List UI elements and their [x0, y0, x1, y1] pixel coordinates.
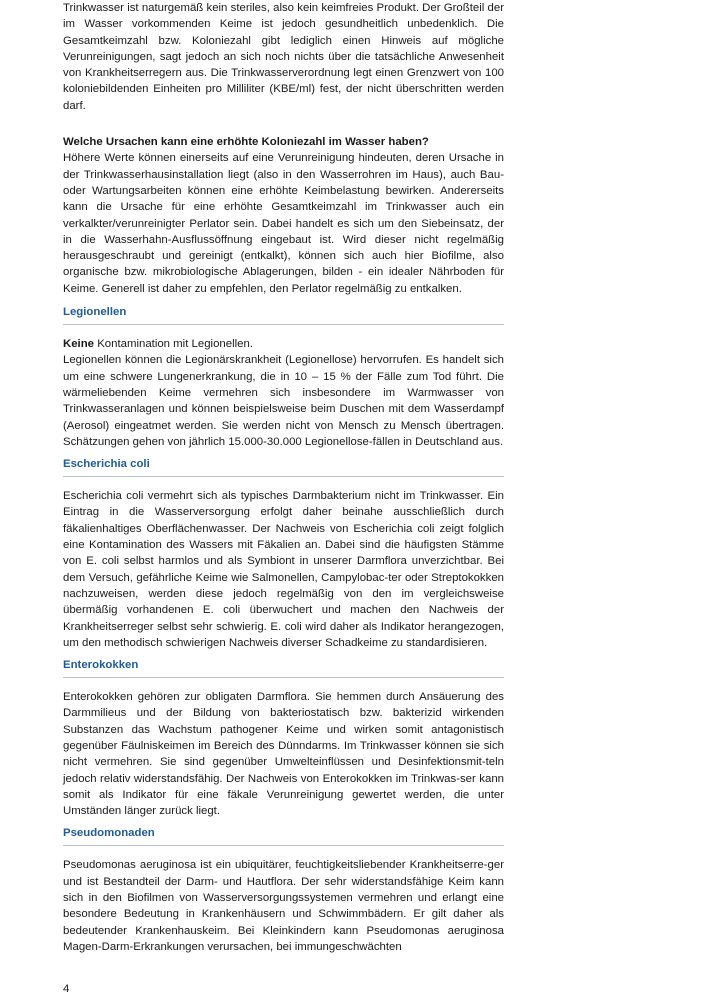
pseudomonaden-paragraph: Pseudomonas aeruginosa ist ein ubiquitärer, feuchtigkeitsliebender Krankheitserre-ger und ist Bestandteil der Darm- und Hautflora. Der sehr widerstandsfähige Keim kann sich in den Biofilmen von Wasserversorgungssystemen vermehren und erlangt eine besondere Bedeutung in Krankenhäusern und Schwimmbädern. Er gilt daher als bedeutender Krankenhauskeim. Bei Kleinkindern kann Pseudomonas aeruginosa Magen-Darm-Erkrankungen verursachen, bei immungeschwächten [63, 859, 504, 953]
section-body-pseudomonaden [63, 857, 504, 955]
legionellen-result-line [63, 336, 504, 352]
causes-question-heading: Welche Ursachen kann eine erhöhte Koloniezahl im Wasser haben? [63, 136, 429, 149]
section-body-legionellen [63, 336, 504, 450]
legionellen-paragraph: Legionellen können die Legionärskrankheit (Legionellose) hervorrufen. Es handelt sich um eine schwere Lungenerkrankung, die in 10 – 15 % der Fälle zum Tod führt. Die wärmeliebenden Keime vermehren sich insbesondere im Warmwasser von Trinkwasseranlagen und können beispielsweise beim Duschen mit dem Wasserdampf (Aerosol) eingeatmet werden. Sie werden nicht von Mensch zu Mensch übertragen. Schätzungen gehen von jährlich 15.000-30.000 Legionellose-fällen in Deutschland aus. [63, 354, 504, 448]
page-content [63, 0, 504, 955]
enterokokken-paragraph: Enterokokken gehören zur obligaten Darmflora. Sie hemmen durch Ansäuerung des Darmmilieus und der Bildung von bakteriostatisch bzw. bakterizid wirkenden Substanzen das Wachstum pathogener Keime und wirken somit antagonistisch gegenüber Fäulniskeimen im Bereich des Dünndarms. Im Trinkwasser können sie sich nicht vermehren. Sie sind gegenüber Umwelteinflüssen und Desinfektionsmit-teln jedoch relativ widerstandsfähig. Der Nachweis von Enterokokken im Trinkwas-ser kann somit als Indikator für eine fäkale Verunreinigung gewertet werden, die unter Umständen länger zurück liegt. [63, 691, 504, 818]
ecoli-paragraph: Escherichia coli vermehrt sich als typisches Darmbakterium nicht im Trinkwasser. Ein Eintrag in die Wasserversorgung erfolgt daher beinahe ausschließlich durch fäkalienhaltiges Oberflächenwasser. Der Nachweis von Escherichia coli zeigt folglich eine Kontamination des Wassers mit Fäkalien an. Dabei sind die häufigsten Stämme von E. coli selbst harmlos und als Symbiont in unserer Darmflora unverzichtbar. Bei dem Versuch, gefährliche Keime wie Salmonellen, Campylobac-ter oder Streptokokken nachzuweisen, werden diese jedoch regelmäßig von den im vergleichsweise übermäßig vorhandenen E. coli überwuchert und machen den Nachweis der Krankheitserreger selbst sehr schwierig. E. coli wird daher als Indikator herangezogen, um den methodisch schwierigen Nachweis diverser Schadkeime zu standardisieren. [63, 490, 504, 649]
intro-paragraph: Trinkwasser ist naturgemäß kein steriles, also kein keimfreies Produkt. Der Großteil der im Wasser vorkommenden Keime ist jedoch gesundheitlich unbedenklich. Die Gesamtkeimzahl bzw. Koloniezahl gibt lediglich einen Hinweis auf mögliche Verunreinigungen, sagt jedoch an sich noch nichts über die tatsächliche Anwesenheit von Krankheitserregern aus. Die Trinkwasserverordnung legt einen Grenzwert von 100 koloniebildenden Einheiten pro Milliliter (KBE/ml) fest, der nicht überschritten werden darf. [63, 2, 504, 112]
section-heading-enterokokken: Enterokokken [63, 657, 504, 678]
section-heading-ecoli: Escherichia coli [63, 456, 504, 477]
section-body-ecoli [63, 488, 504, 651]
section-body-enterokokken [63, 689, 504, 819]
legionellen-result-bold: Keine [63, 338, 95, 351]
legionellen-result-rest: Kontamination mit Legionellen. [94, 338, 253, 351]
page-number: 4 [63, 983, 70, 995]
section-heading-pseudomonaden: Pseudomonaden [63, 825, 504, 846]
causes-paragraph: Höhere Werte können einerseits auf eine Verunreinigung hindeuten, deren Ursache in der Trinkwasserhausinstallation liegt (also in den Wasserrohren im Haus), auch Bau- oder Wartungsarbeiten können eine erhöhte Keimbelastung bewirken. Andererseits kann die Ursache für eine erhöhte Gesamtkeimzahl im Trinkwasser auch ein verkalkter/verunreinigter Perlator sein. Dabei handelt es sich um den Siebeinsatz, der in die Wasserhahn-Ausflussöffnung eingebaut ist. Wird dieser nicht regelmäßig herausgeschraubt und gereinigt (entkalkt), können sich auch hier Biofilme, also organische bzw. mikrobiologische Ablagerungen, bilden - ein idealer Nährboden für Keime. Generell ist daher zu empfehlen, den Perlator regelmäßig zu entkalken. [63, 152, 504, 295]
section-heading-legionellen: Legionellen [63, 304, 504, 325]
